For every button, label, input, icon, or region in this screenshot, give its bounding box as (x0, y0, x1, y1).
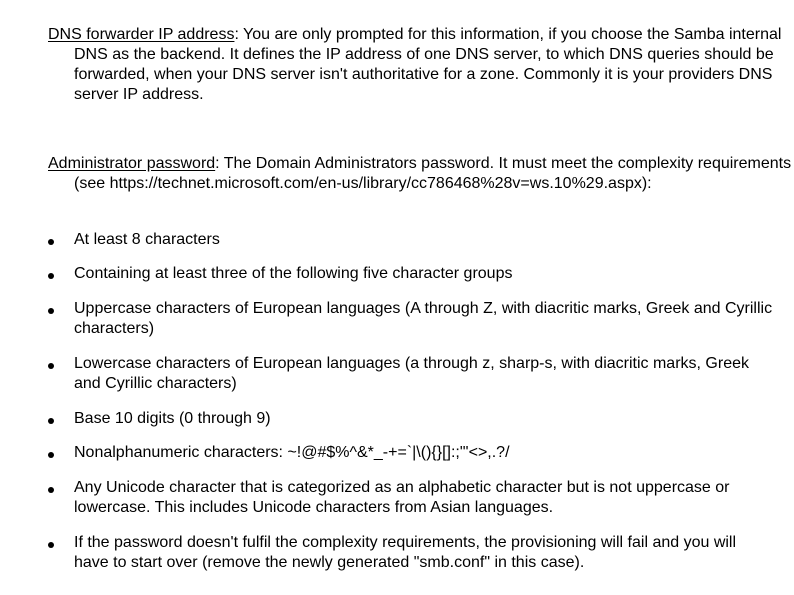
list-item-text: At least 8 characters (74, 231, 220, 248)
list-item-text: Base 10 digits (0 through 9) (74, 410, 271, 427)
admin-password-description: : The Domain Administrators password. It must meet the complexity requirements (see https://technet.microsoft.com/en-us/library/cc786468%28v=ws.10%29.aspx): (74, 155, 792, 192)
bullet-icon (48, 308, 54, 314)
dns-forwarder-description: : You are only prompted for this information, if you choose the Samba internal DNS as the backend. It defines the IP address of one DNS server, to which DNS queries should be forwarded, when your DNS server isn't authoritative for a zone. Commonly it is your providers DNS server IP address. (74, 26, 782, 103)
list-item (48, 443, 774, 463)
bullet-icon (48, 487, 54, 493)
list-item (48, 533, 774, 573)
list-item-text: If the password doesn't fulfil the complexity requirements, the provisioning will fail and you will have to start over (remove the newly generated "smb.conf" in this case). (74, 534, 737, 571)
list-item (48, 409, 774, 429)
bullet-icon (48, 363, 54, 369)
list-item-text: Lowercase characters of European languages (a through z, sharp-s, with diacritic marks, Greek and Cyrillic characters) (74, 355, 749, 392)
admin-password-term: Administrator password (48, 155, 216, 172)
bullet-icon (48, 542, 54, 548)
admin-password-paragraph (48, 154, 794, 194)
bullet-icon (48, 452, 54, 458)
list-item (48, 354, 774, 394)
bullet-icon (48, 273, 54, 279)
bullet-icon (48, 239, 54, 245)
list-item (48, 299, 774, 339)
list-item-text: Nonalphanumeric characters: ~!@#$%^&*_-+=`|\(){}[]:;"'<>,.?/ (74, 444, 510, 461)
list-item (48, 264, 774, 284)
list-item-text: Any Unicode character that is categorized as an alphabetic character but is not uppercase or lowercase. This includes Unicode characters from Asian languages. (74, 479, 730, 516)
dns-forwarder-paragraph (48, 25, 794, 105)
bullet-icon (48, 418, 54, 424)
list-item-text: Containing at least three of the following five character groups (74, 265, 513, 282)
list-item (48, 478, 774, 518)
list-item (48, 230, 774, 250)
list-item-text: Uppercase characters of European languages (A through Z, with diacritic marks, Greek and Cyrillic characters) (74, 300, 773, 337)
dns-forwarder-term: DNS forwarder IP address (48, 26, 235, 43)
